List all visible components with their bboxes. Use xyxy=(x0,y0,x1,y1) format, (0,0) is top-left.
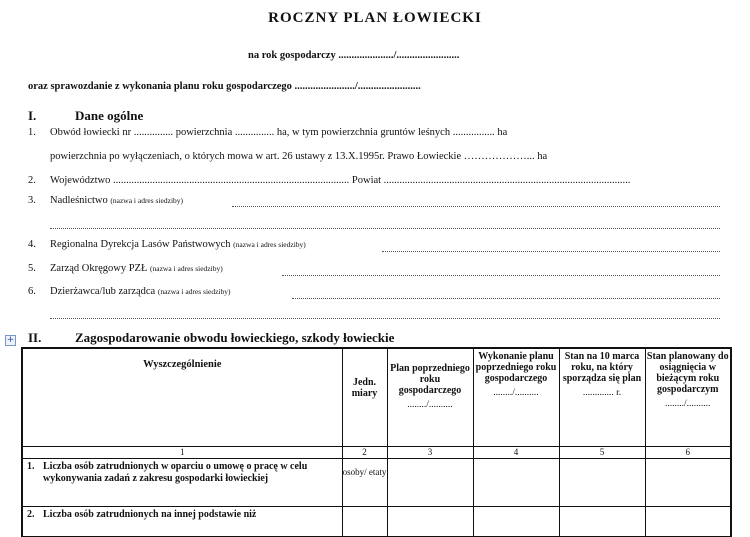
header-label: Plan poprzedniego roku gospodarczego xyxy=(390,363,470,396)
column-number: 1 xyxy=(22,446,342,458)
header-label: Jedn. miary xyxy=(351,377,378,399)
item-6-fill-line-2 xyxy=(50,318,720,319)
item-number: 6. xyxy=(28,286,36,297)
item-6-fill-line xyxy=(292,298,720,299)
column-number: 4 xyxy=(473,446,559,458)
header-cell-prev-execution xyxy=(473,348,559,446)
row-label-cell xyxy=(22,506,342,536)
row-label: Liczba osób zatrudnionych na innej podstawie niż xyxy=(43,508,257,520)
item-5-fill-line xyxy=(282,275,720,276)
item-3-fill-line xyxy=(232,206,720,207)
header-label: Stan planowany do osiągnięcia w bieżącym roku gospodarczym xyxy=(646,351,729,395)
header-fill: ......../.......... xyxy=(665,399,711,409)
row-label: Liczba osób zatrudnionych w oparciu o umowę o pracę w celu wykonywania zadań z zakresu gospodarki łowieckiej xyxy=(43,460,308,484)
row-number: 1. xyxy=(27,460,35,472)
header-cell-unit xyxy=(342,348,387,446)
item-text: Zarząd Okręgowy PZŁ xyxy=(50,263,148,274)
section-2-title: Zagospodarowanie obwodu łowieckiego, szkody łowieckie xyxy=(75,330,395,345)
header-cell-march-state xyxy=(559,348,645,446)
item-text: Obwód łowiecki nr ............... powierzchnia ............... ha, w tym powierzchnia gruntów leśnych ................ ha xyxy=(50,127,508,138)
item-number: 3. xyxy=(28,195,36,206)
item-4-fill-line xyxy=(382,251,720,252)
input-cell-prev-plan[interactable] xyxy=(387,506,473,536)
header-cell-description xyxy=(22,348,342,446)
item-text: Dzierżawca/lub zarządca xyxy=(50,286,156,297)
item-text: powierzchnia po wyłączeniach, o których mowa w art. 26 ustawy z 13.X.1995r. Prawo Łowieckie ………………... ha xyxy=(50,151,548,162)
item-number: 2. xyxy=(28,175,36,186)
management-table xyxy=(21,347,732,537)
row-label-cell xyxy=(22,458,342,506)
input-cell-march-state[interactable] xyxy=(559,458,645,506)
expand-toggle-icon[interactable]: + xyxy=(6,335,15,345)
row-number: 2. xyxy=(27,508,35,520)
item-note: (nazwa i adres siedziby) xyxy=(150,264,223,273)
table-row xyxy=(22,458,731,506)
item-number: 1. xyxy=(28,127,36,138)
item-2-line xyxy=(28,175,630,186)
item-text: Nadleśnictwo xyxy=(50,195,108,206)
item-note: (nazwa i adres siedziby) xyxy=(110,196,184,205)
item-note: (nazwa i adres siedziby) xyxy=(157,287,231,296)
header-label: Wyszczególnienie xyxy=(143,359,222,370)
table-header-row xyxy=(22,348,731,446)
header-cell-planned-state xyxy=(645,348,731,446)
header-label: Wykonanie planu poprzedniego roku gospodarczego xyxy=(475,351,557,384)
form-title: ROCZNY PLAN ŁOWIECKI xyxy=(268,10,482,26)
column-number: 3 xyxy=(387,446,473,458)
item-note: (nazwa i adres siedziby) xyxy=(233,240,306,249)
header-fill: ............. r. xyxy=(582,388,622,398)
header-fill: ......../.......... xyxy=(407,400,453,410)
header-fill: ......../.......... xyxy=(493,388,539,398)
item-1-line xyxy=(28,127,507,138)
item-text: Województwo .......................................................................................... Powiat .............................................................................................. xyxy=(50,175,631,186)
item-number: 4. xyxy=(28,239,36,250)
input-cell-prev-execution[interactable] xyxy=(473,506,559,536)
input-cell-planned-state[interactable] xyxy=(645,458,731,506)
section-1-number: I. xyxy=(28,108,37,123)
input-cell-planned-state[interactable] xyxy=(645,506,731,536)
plan-year-line: na rok gospodarczy ...................../........................ xyxy=(248,50,460,61)
item-text: Regionalna Dyrekcja Lasów Państwowych xyxy=(50,239,231,250)
header-label: Stan na 10 marca roku, na który sporządza się plan xyxy=(562,351,642,384)
item-5-line xyxy=(28,263,223,274)
column-number: 5 xyxy=(559,446,645,458)
input-cell-prev-execution[interactable] xyxy=(473,458,559,506)
report-year-line: oraz sprawozdanie z wykonania planu roku gospodarczego ......................./........................ xyxy=(28,81,421,92)
header-cell-prev-plan xyxy=(387,348,473,446)
item-number: 5. xyxy=(28,263,36,274)
item-6-line xyxy=(28,286,231,297)
item-3-line xyxy=(28,195,183,206)
row-unit xyxy=(342,506,387,536)
section-2-number: II. xyxy=(28,330,42,345)
column-number: 2 xyxy=(342,446,387,458)
section-1-title: Dane ogólne xyxy=(75,108,144,123)
column-number: 6 xyxy=(645,446,731,458)
item-1b-line xyxy=(28,151,547,162)
input-cell-prev-plan[interactable] xyxy=(387,458,473,506)
column-number-row xyxy=(22,446,731,458)
item-4-line xyxy=(28,239,306,250)
item-3-fill-line-2 xyxy=(50,228,720,229)
row-unit: osoby/ etaty xyxy=(342,458,387,506)
input-cell-march-state[interactable] xyxy=(559,506,645,536)
table-row xyxy=(22,506,731,536)
